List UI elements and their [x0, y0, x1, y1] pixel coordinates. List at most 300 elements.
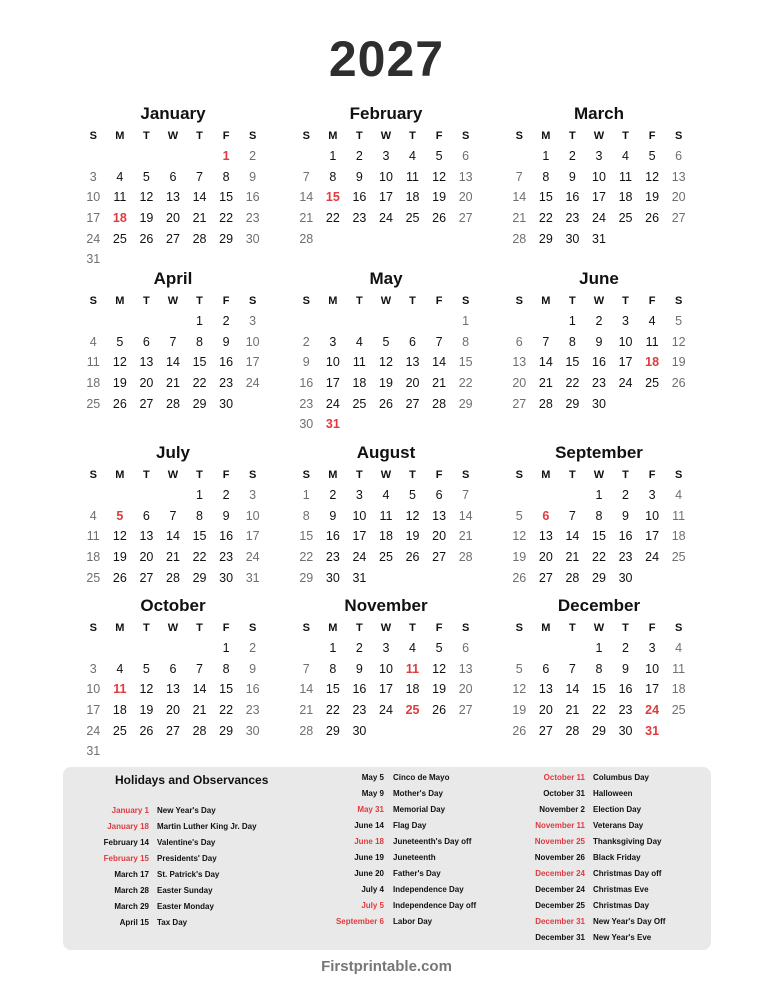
day-cell: 25	[671, 550, 686, 565]
holiday-date: July 4	[361, 885, 384, 894]
day-cell: 13	[166, 682, 180, 697]
day-cell: 17	[379, 190, 393, 205]
weekday-header	[293, 291, 479, 311]
day-cell: 15	[192, 355, 207, 370]
holiday-row	[0, 866, 662, 882]
week-row	[293, 229, 479, 250]
day-cell: 26	[112, 396, 127, 411]
week-row	[293, 414, 479, 435]
day-cell: 24	[325, 396, 340, 411]
day-cell: 30	[325, 570, 340, 585]
week-row	[293, 311, 479, 332]
empty-cell	[559, 485, 586, 506]
day-cell: 29	[192, 570, 207, 585]
day-cell: 14	[458, 508, 473, 523]
weekday-label: F	[435, 130, 443, 142]
week-row	[506, 208, 692, 229]
empty-cell	[373, 229, 400, 250]
empty-cell	[133, 638, 160, 659]
month-may	[293, 268, 479, 435]
empty-cell	[160, 485, 187, 506]
week-row	[80, 721, 266, 742]
day-cell: 28	[166, 570, 180, 585]
day-cell: 26	[112, 570, 127, 585]
weekday-header	[80, 465, 266, 485]
week-row	[506, 394, 692, 415]
day-cell: 6	[462, 641, 470, 655]
empty-cell	[665, 229, 692, 250]
weekday-label: S	[515, 295, 523, 307]
day-cell: 13	[512, 355, 527, 370]
day-cell: 16	[219, 355, 234, 370]
day-cell: 30	[592, 396, 606, 411]
day-cell: 27	[458, 703, 473, 718]
empty-cell	[533, 311, 560, 332]
day-cell: 18	[405, 682, 420, 697]
day-cell: 20	[139, 376, 154, 391]
empty-cell	[639, 229, 666, 250]
week-row	[506, 485, 692, 506]
weekday-label: T	[409, 469, 416, 481]
week-row	[80, 352, 266, 373]
holiday-name: New Year's Day Off	[593, 917, 666, 926]
empty-cell	[133, 146, 160, 167]
week-row	[506, 526, 692, 547]
day-cell: 7	[542, 334, 550, 349]
day-cell: 22	[592, 703, 606, 718]
weekday-label: T	[569, 469, 576, 481]
day-cell: 11	[672, 661, 686, 676]
day-cell: 3	[648, 488, 656, 502]
day-cell: 5	[435, 641, 443, 655]
empty-cell	[665, 721, 692, 742]
day-cell: 24	[618, 376, 633, 391]
empty-cell	[533, 485, 560, 506]
day-cell: 25	[86, 396, 101, 411]
day-cell: 9	[355, 169, 363, 184]
day-cell: 18	[618, 190, 633, 205]
day-cell: 2	[222, 314, 230, 328]
day-cell: 7	[169, 334, 177, 349]
weekday-label: W	[593, 295, 605, 307]
week-row	[293, 721, 479, 742]
empty-cell	[665, 394, 692, 415]
holiday-date: February 15	[103, 854, 149, 863]
weekday-label: S	[674, 295, 683, 307]
empty-cell	[133, 311, 160, 332]
day-cell: 2	[622, 641, 629, 655]
empty-cell	[426, 414, 453, 435]
empty-cell	[426, 568, 453, 589]
day-cell: 25	[86, 570, 101, 585]
day-cell: 16	[352, 682, 367, 697]
holiday-name: Christmas Day	[593, 901, 650, 910]
weekday-label: S	[674, 130, 683, 142]
day-cell: 28	[565, 723, 580, 738]
week-row	[80, 700, 266, 721]
day-cell: 4	[116, 169, 124, 184]
day-cell: 13	[405, 355, 420, 370]
empty-cell	[399, 721, 426, 742]
day-cell: 28	[299, 723, 314, 738]
day-cell: 22	[192, 550, 207, 565]
weekday-label: T	[196, 469, 203, 481]
year-title: 2027	[328, 31, 445, 87]
day-cell: 10	[592, 169, 606, 184]
empty-cell	[160, 638, 187, 659]
week-row	[80, 679, 266, 700]
day-cell: 17	[86, 211, 101, 226]
day-cell: 18	[112, 703, 127, 718]
week-row	[80, 332, 266, 353]
weekday-header	[293, 465, 479, 485]
weekday-header	[293, 126, 479, 146]
day-cell: 25	[645, 376, 660, 391]
day-cell: 15	[219, 190, 234, 205]
day-cell: 5	[409, 488, 416, 502]
day-cell: 1	[595, 641, 603, 655]
holiday-row	[0, 802, 642, 818]
day-cell: 19	[432, 190, 447, 205]
holidays-title: Holidays and Observances	[115, 773, 269, 787]
day-cell: 30	[299, 417, 314, 432]
day-cell: 11	[86, 529, 100, 544]
day-cell: 19	[112, 376, 127, 391]
day-cell: 15	[565, 355, 580, 370]
holiday-row	[0, 850, 641, 866]
day-cell: 7	[462, 488, 470, 502]
day-cell: 12	[432, 169, 447, 184]
weekday-label: S	[302, 295, 310, 307]
day-cell: 8	[542, 169, 550, 184]
day-cell: 5	[515, 661, 523, 676]
day-cell: 10	[245, 334, 260, 349]
day-cell: 24	[245, 550, 260, 565]
day-cell: 4	[355, 334, 363, 349]
week-row	[80, 526, 266, 547]
day-cell: 24	[645, 703, 660, 718]
day-cell: 4	[116, 661, 124, 676]
holiday-name: St. Patrick's Day	[157, 870, 220, 879]
day-cell: 25	[405, 211, 420, 226]
empty-cell	[186, 146, 213, 167]
day-cell: 29	[458, 396, 473, 411]
day-cell: 14	[432, 355, 447, 370]
weekday-label: T	[409, 130, 416, 142]
empty-cell	[426, 229, 453, 250]
weekday-label: S	[674, 469, 683, 481]
day-cell: 4	[382, 488, 390, 502]
week-row	[506, 373, 692, 394]
day-cell: 21	[166, 376, 180, 391]
holiday-row	[0, 930, 652, 946]
month-october	[80, 595, 266, 762]
empty-cell	[80, 485, 107, 506]
day-cell: 21	[458, 529, 473, 544]
weekday-label: S	[674, 622, 683, 634]
week-row	[80, 547, 266, 568]
day-cell: 10	[618, 334, 633, 349]
holiday-name: Easter Sunday	[157, 886, 213, 895]
day-cell: 12	[112, 529, 127, 544]
week-row	[293, 547, 479, 568]
holiday-date: December 24	[535, 885, 585, 894]
day-cell: 20	[458, 190, 473, 205]
empty-cell	[373, 568, 400, 589]
week-row	[506, 229, 692, 250]
day-cell: 3	[249, 488, 257, 502]
day-cell: 9	[302, 355, 310, 370]
weekday-header	[506, 291, 692, 311]
weekday-label: F	[648, 295, 656, 307]
day-cell: 23	[592, 376, 606, 391]
day-cell: 10	[86, 682, 101, 697]
day-cell: 6	[515, 334, 523, 349]
day-cell: 10	[379, 169, 393, 184]
holiday-date: June 14	[354, 821, 384, 830]
empty-cell	[506, 485, 533, 506]
month-name: June	[579, 269, 619, 288]
week-row	[506, 146, 692, 167]
holiday-row	[0, 898, 650, 914]
holiday-row	[0, 882, 649, 898]
holiday-date: November 11	[535, 821, 585, 830]
empty-cell	[320, 311, 347, 332]
weekday-label: T	[569, 622, 576, 634]
weekday-label: F	[648, 130, 656, 142]
empty-cell	[399, 568, 426, 589]
day-cell: 2	[355, 149, 363, 163]
day-cell: 30	[219, 396, 234, 411]
weekday-label: M	[115, 469, 125, 481]
weekday-label: T	[356, 130, 363, 142]
holiday-name: Labor Day	[393, 917, 433, 926]
week-row	[293, 187, 479, 208]
day-cell: 29	[592, 723, 606, 738]
weekday-label: F	[435, 622, 443, 634]
day-cell: 1	[302, 488, 310, 502]
day-cell: 11	[86, 355, 100, 370]
empty-cell	[293, 146, 320, 167]
day-cell: 15	[458, 355, 473, 370]
weekday-label: S	[515, 622, 523, 634]
weekday-label: M	[115, 130, 125, 142]
day-cell: 26	[645, 211, 660, 226]
day-cell: 9	[568, 169, 576, 184]
week-row	[506, 506, 692, 527]
weekday-label: M	[115, 295, 125, 307]
holiday-name: Black Friday	[593, 853, 641, 862]
day-cell: 3	[329, 334, 337, 349]
month-name: February	[349, 104, 423, 123]
weekday-label: S	[248, 130, 257, 142]
month-name: September	[555, 443, 643, 462]
holiday-name: Presidents' Day	[157, 854, 217, 863]
day-cell: 1	[568, 314, 576, 328]
weekday-label: F	[222, 295, 230, 307]
holiday-date: December 31	[535, 917, 585, 926]
empty-cell	[239, 394, 266, 415]
week-row	[293, 638, 479, 659]
holiday-date: March 28	[114, 886, 149, 895]
weekday-label: T	[143, 622, 150, 634]
week-row	[293, 167, 479, 188]
day-cell: 13	[538, 529, 553, 544]
day-cell: 8	[329, 169, 337, 184]
day-cell: 19	[512, 550, 527, 565]
month-june	[506, 268, 692, 414]
empty-cell	[293, 311, 320, 332]
month-september	[506, 442, 692, 588]
day-cell: 12	[432, 661, 447, 676]
day-cell: 17	[325, 376, 340, 391]
week-row	[506, 167, 692, 188]
weekday-label: F	[435, 469, 443, 481]
day-cell: 4	[409, 149, 416, 163]
day-cell: 17	[245, 355, 260, 370]
weekday-header	[80, 618, 266, 638]
day-cell: 20	[458, 682, 473, 697]
day-cell: 3	[89, 661, 97, 676]
day-cell: 24	[379, 703, 393, 718]
weekday-label: S	[461, 130, 470, 142]
day-cell: 15	[592, 682, 606, 697]
day-cell: 1	[462, 314, 470, 328]
weekday-label: W	[380, 130, 392, 142]
month-march	[506, 103, 692, 249]
weekday-label: T	[622, 469, 629, 481]
week-row	[506, 700, 692, 721]
holiday-date: March 29	[114, 902, 149, 911]
week-row	[506, 352, 692, 373]
weekday-label: T	[569, 130, 576, 142]
empty-cell	[80, 638, 107, 659]
empty-cell	[452, 229, 479, 250]
day-cell: 12	[645, 169, 660, 184]
empty-cell	[506, 638, 533, 659]
day-cell: 24	[645, 550, 660, 565]
week-row	[80, 208, 266, 229]
empty-cell	[133, 485, 160, 506]
day-cell: 20	[166, 211, 180, 226]
day-cell: 18	[671, 682, 686, 697]
empty-cell	[399, 229, 426, 250]
day-cell: 10	[379, 661, 393, 676]
holiday-date: June 18	[354, 837, 384, 846]
day-cell: 13	[139, 355, 154, 370]
weekday-label: W	[380, 295, 392, 307]
day-cell: 24	[352, 550, 367, 565]
day-cell: 17	[645, 682, 660, 697]
day-cell: 30	[245, 231, 260, 246]
day-cell: 30	[352, 723, 367, 738]
day-cell: 26	[405, 550, 420, 565]
month-name: November	[344, 596, 428, 615]
day-cell: 29	[219, 723, 234, 738]
week-row	[506, 659, 692, 680]
day-cell: 10	[86, 190, 101, 205]
holiday-date: May 9	[361, 789, 384, 798]
week-row	[506, 311, 692, 332]
weekday-label: F	[222, 130, 230, 142]
day-cell: 14	[538, 355, 553, 370]
day-cell: 10	[645, 661, 660, 676]
day-cell: 21	[166, 550, 180, 565]
day-cell: 19	[379, 376, 393, 391]
empty-cell	[452, 568, 479, 589]
month-december	[506, 595, 692, 741]
weekday-header	[506, 465, 692, 485]
empty-cell	[506, 146, 533, 167]
day-cell: 31	[86, 252, 101, 267]
day-cell: 5	[116, 508, 124, 523]
weekday-label: T	[569, 295, 576, 307]
day-cell: 23	[219, 376, 234, 391]
day-cell: 15	[538, 190, 553, 205]
day-cell: 3	[89, 169, 97, 184]
day-cell: 19	[671, 355, 686, 370]
day-cell: 11	[113, 682, 127, 697]
holiday-date: March 17	[114, 870, 149, 879]
day-cell: 7	[435, 334, 443, 349]
day-cell: 6	[542, 508, 550, 523]
day-cell: 7	[302, 661, 310, 676]
day-cell: 5	[382, 334, 390, 349]
day-cell: 5	[435, 149, 443, 163]
day-cell: 20	[538, 550, 553, 565]
day-cell: 23	[565, 211, 580, 226]
holiday-name: Independence Day	[393, 885, 464, 894]
day-cell: 27	[166, 231, 180, 246]
day-cell: 7	[568, 508, 576, 523]
weekday-label: W	[167, 469, 179, 481]
day-cell: 9	[329, 508, 337, 523]
empty-cell	[346, 311, 373, 332]
day-cell: 31	[592, 231, 606, 246]
day-cell: 29	[565, 396, 580, 411]
day-cell: 5	[116, 334, 124, 349]
week-row	[293, 352, 479, 373]
empty-cell	[160, 311, 187, 332]
day-cell: 15	[592, 529, 606, 544]
holiday-date: January 1	[111, 806, 149, 815]
day-cell: 27	[166, 723, 180, 738]
day-cell: 1	[595, 488, 603, 502]
day-cell: 19	[432, 682, 447, 697]
month-april	[80, 268, 266, 414]
weekday-label: S	[248, 622, 257, 634]
weekday-label: M	[541, 622, 551, 634]
holiday-row	[0, 834, 662, 850]
week-row	[293, 332, 479, 353]
day-cell: 29	[219, 231, 234, 246]
week-row	[80, 187, 266, 208]
day-cell: 12	[671, 334, 686, 349]
day-cell: 8	[302, 508, 310, 523]
holiday-name: Juneteenth	[393, 853, 436, 862]
empty-cell	[133, 741, 160, 762]
day-cell: 14	[299, 682, 314, 697]
day-cell: 17	[245, 529, 260, 544]
weekday-label: S	[461, 469, 470, 481]
week-row	[80, 167, 266, 188]
week-row	[506, 187, 692, 208]
day-cell: 30	[618, 570, 633, 585]
week-row	[506, 721, 692, 742]
day-cell: 21	[192, 703, 207, 718]
day-cell: 8	[568, 334, 576, 349]
weekday-label: T	[356, 622, 363, 634]
